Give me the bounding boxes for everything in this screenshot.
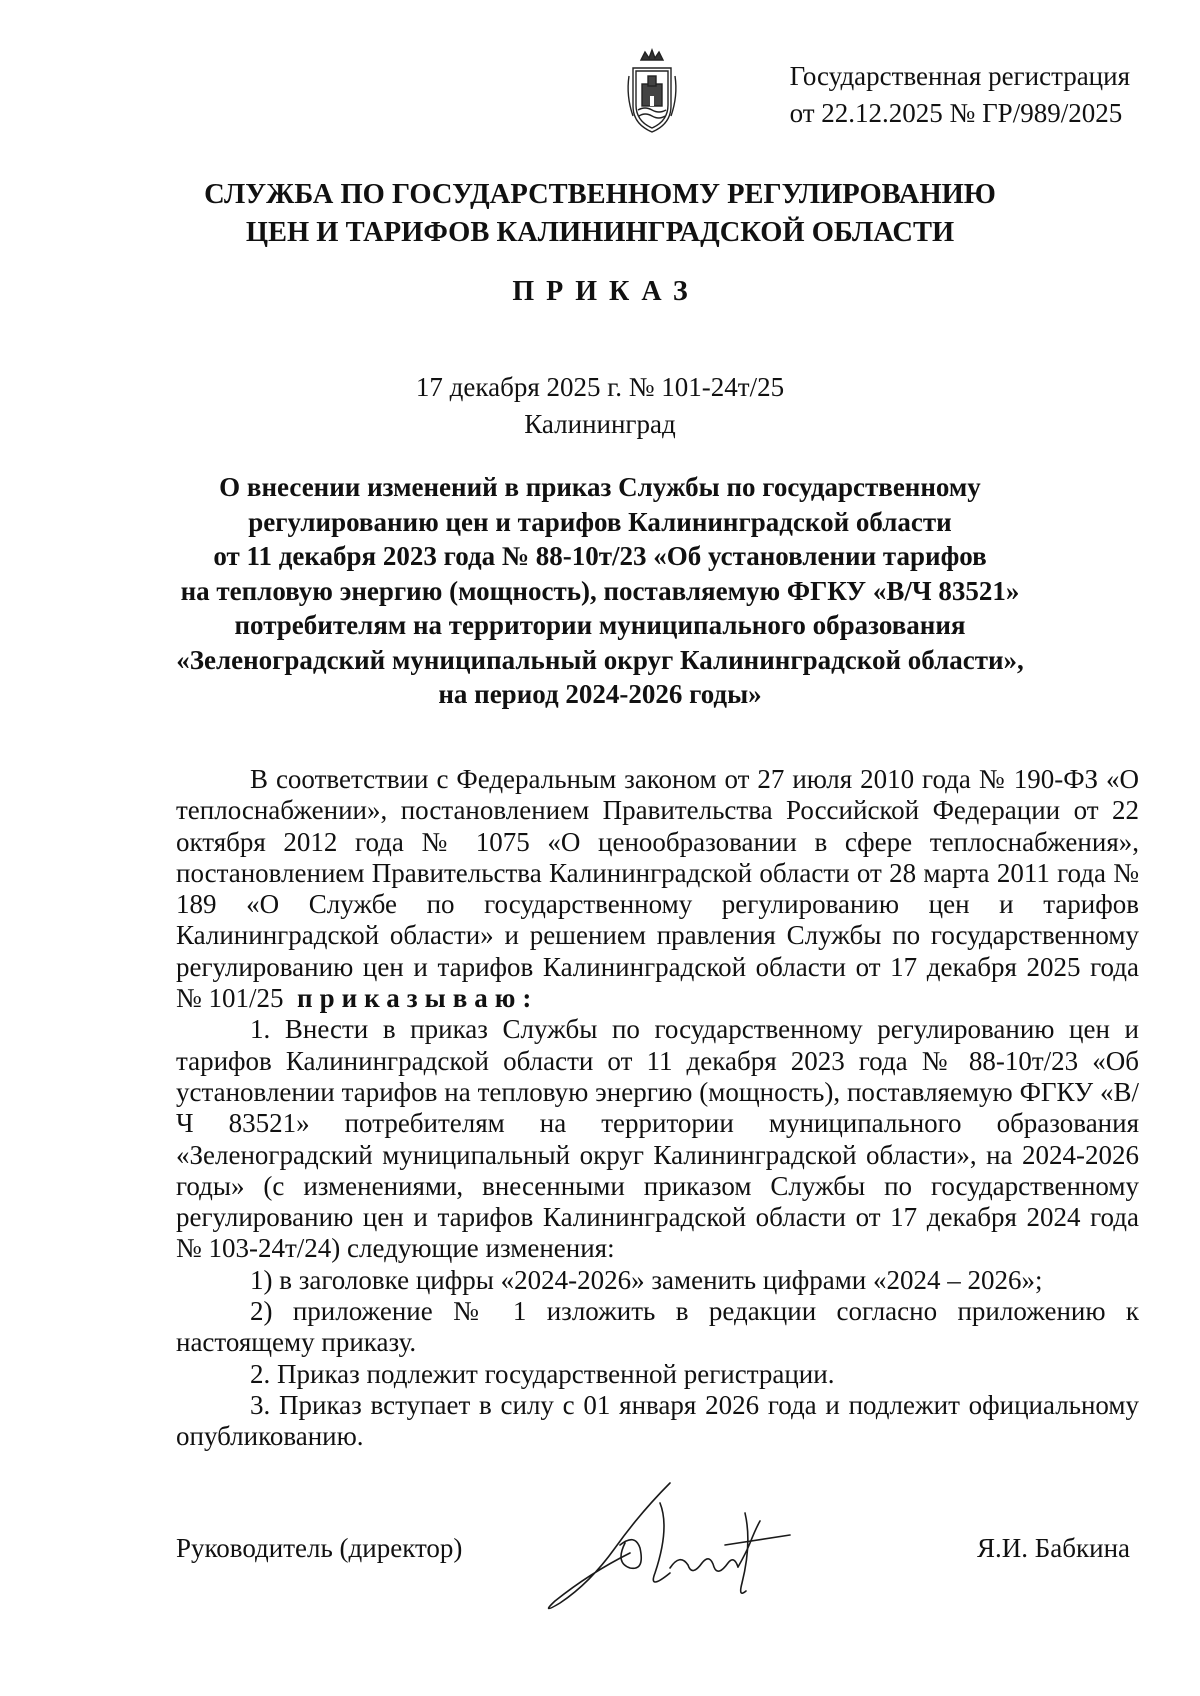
coat-of-arms-emblem: [625, 46, 679, 136]
agency-name-line-1: СЛУЖБА ПО ГОСУДАРСТВЕННОМУ РЕГУЛИРОВАНИЮ: [204, 179, 996, 210]
subject-line: регулированию цен и тарифов Калининградской области: [248, 506, 952, 537]
item-1-paragraph: 1. Внести в приказ Службы по государственному регулированию цен и тарифов Калининградской области от 11 декабря 2023 года № 88-10т/23 «Об установлении тарифов на тепловую энергию (мощность), поставляемую ФГКУ «В/Ч 83521» потребителям на территории муниципального образования «Зеленоградский муниципальный округ Калининградской области», на 2024-2026 годы» (с изменениями, внесенными приказом Службы по государственному регулированию цен и тарифов Калининградской области от 17 декабря 2024 года № 103-24т/24) следующие изменения:: [176, 1014, 1139, 1264]
document-type: ПРИКАЗ: [512, 276, 700, 307]
handwritten-signature: [520, 1473, 820, 1623]
order-body: [176, 764, 1139, 1453]
state-registration-note: [790, 58, 1130, 132]
preamble-text: В соответствии с Федеральным законом от 27 июля 2010 года № 190-ФЗ «О теплоснабжении», постановлением Правительства Российской Федерации от 22 октября 2012 года № 1075 «О ценообразовании в сфере теплоснабжения», постановлением Правительства Калининградской области от 28 марта 2011 года № 189 «О Службе по государственному регулированию цен и тарифов Калининградской области» и решением правления Службы по государственному регулированию цен и тарифов Калининградской области от 17 декабря 2025 года № 101/25: [176, 764, 1139, 1014]
item-1-2-paragraph: 2) приложение № 1 изложить в редакции согласно приложению к настоящему приказу.: [176, 1296, 1139, 1358]
signer-title: Руководитель (директор): [176, 1533, 463, 1563]
subject-line: на тепловую энергию (мощность), поставляемую ФГКУ «В/Ч 83521»: [180, 575, 1020, 606]
order-city: Калининград: [524, 409, 676, 439]
order-subject: [150, 470, 1050, 712]
item-2-paragraph: 2. Приказ подлежит государственной регистрации.: [250, 1358, 835, 1389]
subject-line: потребителям на территории муниципального образования: [234, 610, 966, 640]
subject-line: «Зеленоградский муниципальный округ Калининградской области»,: [176, 644, 1024, 675]
order-date-number: 17 декабря 2025 г. № 101-24т/25: [415, 372, 785, 402]
signer-name: Я.И. Бабкина: [977, 1533, 1130, 1563]
order-word: приказываю:: [297, 983, 539, 1014]
subject-line: О внесении изменений в приказ Службы по государственному: [219, 472, 981, 502]
registration-line-2: от 22.12.2025 № ГР/989/2025: [789, 98, 1123, 128]
subject-line: на период 2024-2026 годы»: [438, 679, 762, 709]
preamble-paragraph: [176, 764, 1139, 1014]
agency-name: [0, 176, 1200, 252]
item-3-paragraph: 3. Приказ вступает в силу с 01 января 2026 года и подлежит официальному опубликованию.: [176, 1389, 1139, 1452]
registration-line-1: Государственная регистрация: [789, 61, 1130, 91]
agency-name-line-2: ЦЕН И ТАРИФОВ КАЛИНИНГРАДСКОЙ ОБЛАСТИ: [245, 217, 955, 248]
item-1-1-paragraph: 1) в заголовке цифры «2024-2026» заменить цифрами «2024 – 2026»;: [250, 1264, 1043, 1295]
subject-line: от 11 декабря 2023 года № 88-10т/23 «Об установлении тарифов: [213, 541, 987, 571]
